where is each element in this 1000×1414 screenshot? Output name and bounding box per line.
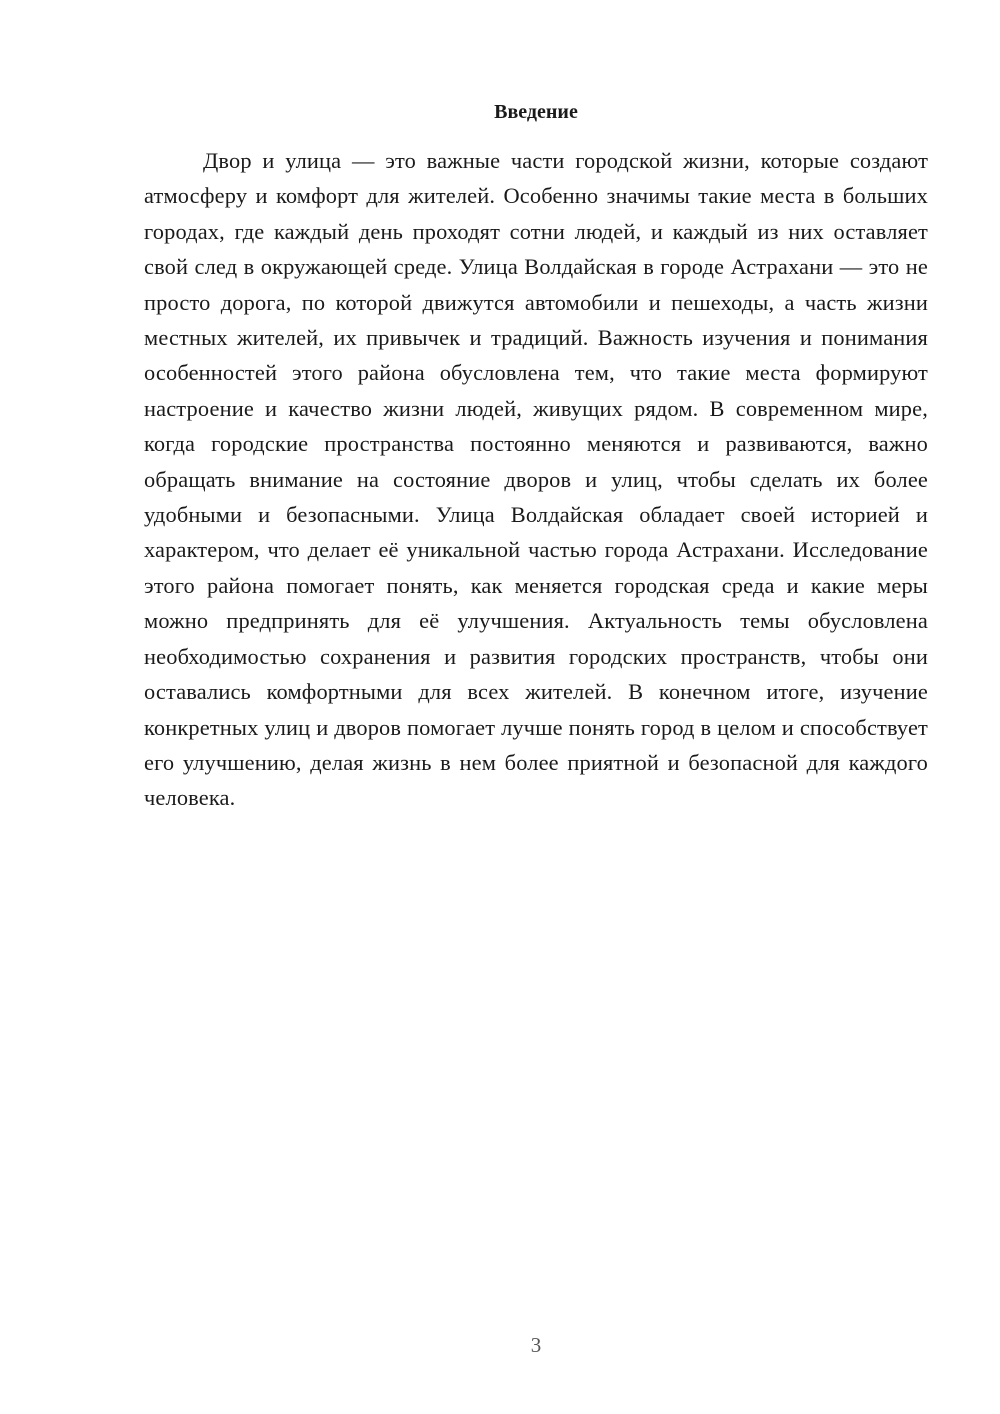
introduction-paragraph: Двор и улица — это важные части городской жизни, которые создают атмосферу и комфорт для жителей. Особенно значимы такие места в больших городах, где каждый день проходят сотни людей, и каждый из них оставляет свой след в окружающей среде. Улица Волдайская в городе Астрахани — это не просто дорога, по которой движутся автомобили и пешеходы, а часть жизни местных жителей, их привычек и традиций. Важность изучения и понимания особенностей этого района обусловлена тем, что такие места формируют настроение и качество жизни людей, живущих рядом. В современном мире, когда городские пространства постоянно меняются и развиваются, важно обращать внимание на состояние дворов и улиц, чтобы сделать их более удобными и безопасными. Улица Волдайская обладает своей историей и характером, что делает её уникальной частью города Астрахани. Исследование этого района помогает понять, как меняется городская среда и какие меры можно предпринять для её улучшения. Актуальность темы обусловлена необходимостью сохранения и развития городских пространств, чтобы они оставались комфортными для всех жителей. В конечном итоге, изучение конкретных улиц и дворов помогает лучше понять город в целом и способствует его улучшению, делая жизнь в нем более приятной и безопасной для каждого человека. [144,148,928,811]
section-heading: Введение [494,101,578,123]
page-number: 3 [530,1333,542,1357]
